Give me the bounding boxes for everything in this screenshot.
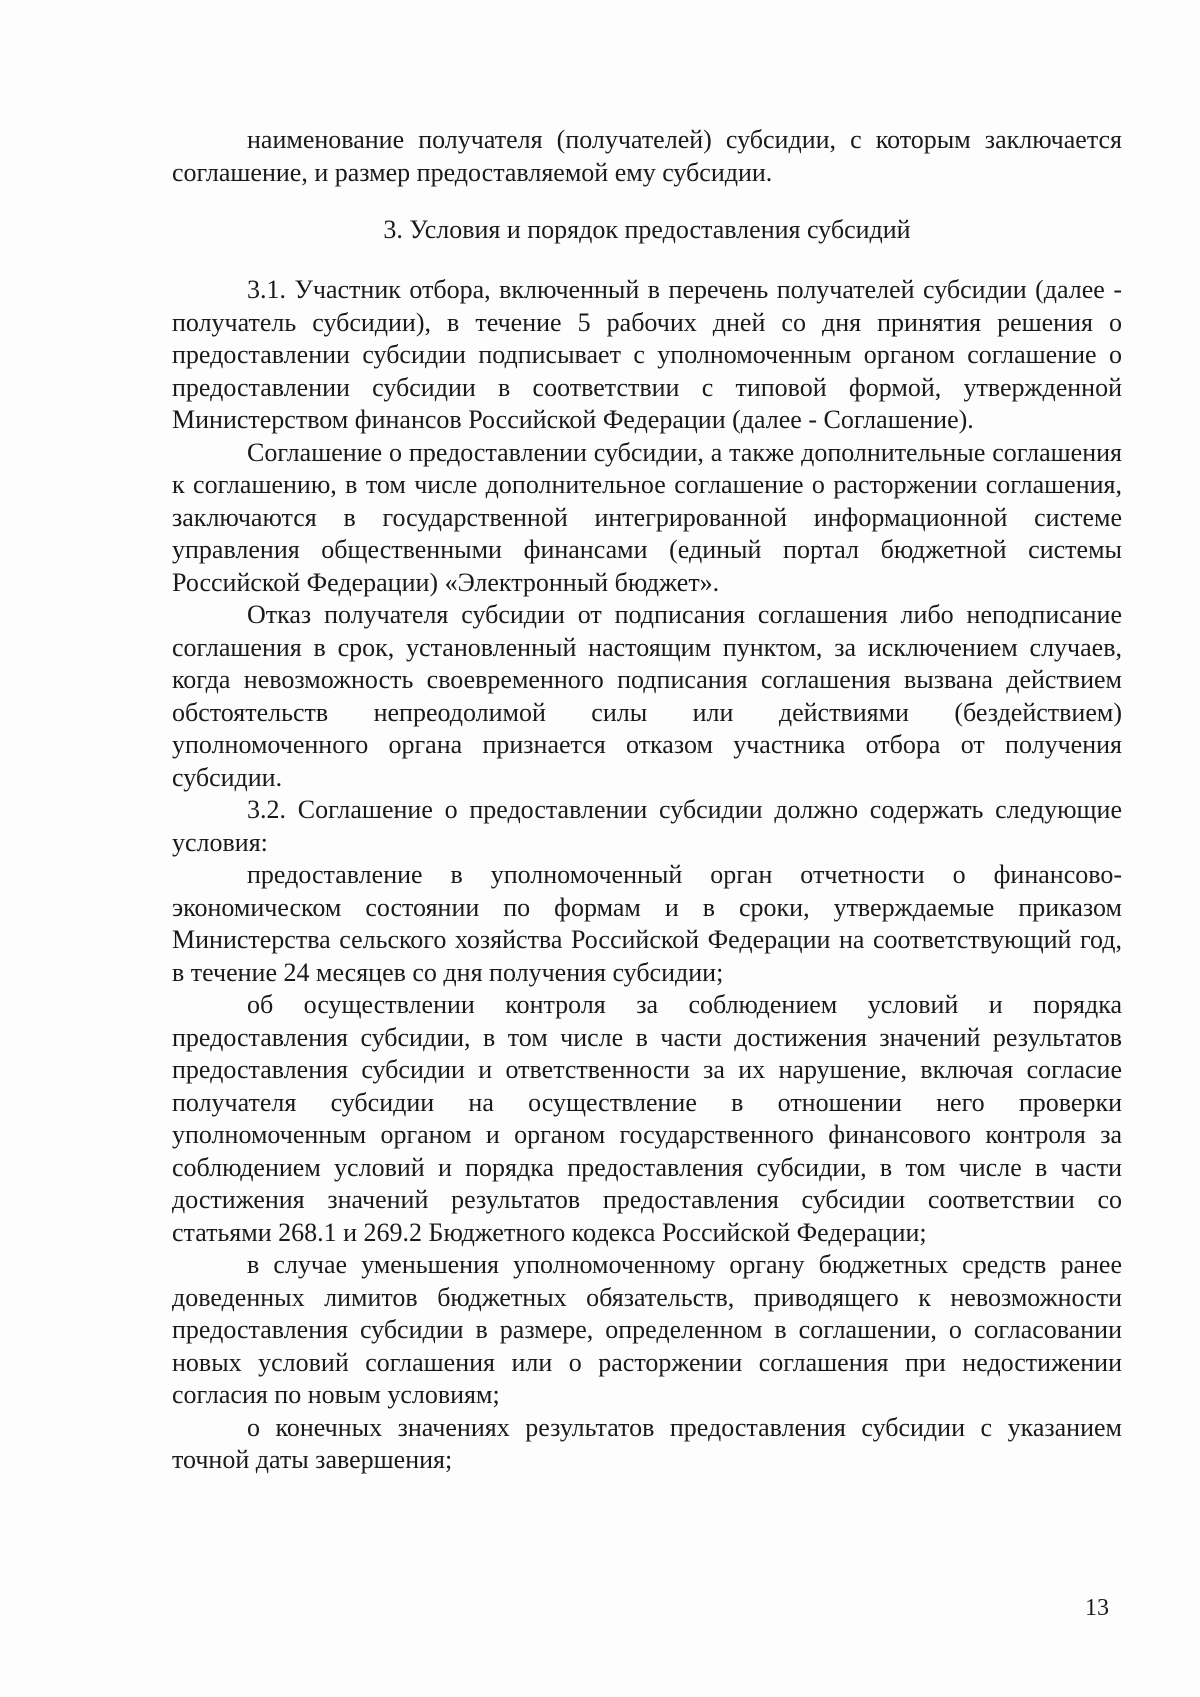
paragraph-agreement-system: Соглашение о предоставлении субсидии, а также дополнительные соглашения к соглашению, в том числе дополнительное соглашение о расторжении соглашения, заключаются в государственной интегрированной информационной системе управления общественными финансами (единый портал бюджетной системы Российской Федерации) «Электронный бюджет». [172, 437, 1122, 597]
condition-reporting: предоставление в уполномоченный орган отчетности о финансово-экономическом состоянии по формам и в сроки, утверждаемые приказом Министерства сельского хозяйства Российской Федерации на соответствующий год, в течение 24 месяцев со дня получения субсидии; [172, 860, 1122, 987]
page-number: 13 [1085, 1595, 1109, 1621]
paragraph-3-2: 3.2. Соглашение о предоставлении субсидии должно содержать следующие условия: [172, 795, 1122, 857]
condition-control: об осуществлении контроля за соблюдением условий и порядка предоставления субсидии, в том числе в части достижения значений результатов предоставления субсидии и ответственности за их нарушение, включая согласие получателя субсидии на осуществление в отношении него проверки уполномоченным органом и органом государственного финансового контроля за соблюдением условий и порядка предоставления субсидии, в том числе в части достижения значений результатов предоставления субсидии соответствии со статьями 268.1 и 269.2 Бюджетного кодекса Российской Федерации; [172, 990, 1122, 1247]
condition-final-values: о конечных значениях результатов предоставления субсидии с указанием точной даты завершения; [172, 1412, 1122, 1474]
section-title: 3. Условия и порядок предоставления субсидий [383, 215, 911, 244]
intro-paragraph: наименование получателя (получателей) субсидии, с которым заключается соглашение, и размер предоставляемой ему субсидии. [172, 125, 1122, 187]
condition-budget-reduction: в случае уменьшения уполномоченному органу бюджетных средств ранее доведенных лимитов бюджетных обязательств, приводящего к невозможности предоставления субсидии в размере, определенном в соглашении, о согласовании новых условий соглашения или о расторжении соглашения при недостижении согласия по новым условиям; [172, 1250, 1122, 1409]
document-body [172, 124, 1122, 1477]
paragraph-3-1: 3.1. Участник отбора, включенный в перечень получателей субсидии (далее - получатель субсидии), в течение 5 рабочих дней со дня принятия решения о предоставлении субсидии подписывает с уполномоченным органом соглашение о предоставлении субсидии в соответствии с типовой формой, утвержденной Министерством финансов Российской Федерации (далее - Соглашение). [172, 275, 1122, 434]
paragraph-refusal: Отказ получателя субсидии от подписания соглашения либо неподписание соглашения в срок, установленный настоящим пунктом, за исключением случаев, когда невозможность своевременного подписания соглашения вызвана действием обстоятельств непреодолимой силы или действиями (бездействием) уполномоченного органа признается отказом участника отбора от получения субсидии. [172, 600, 1122, 792]
